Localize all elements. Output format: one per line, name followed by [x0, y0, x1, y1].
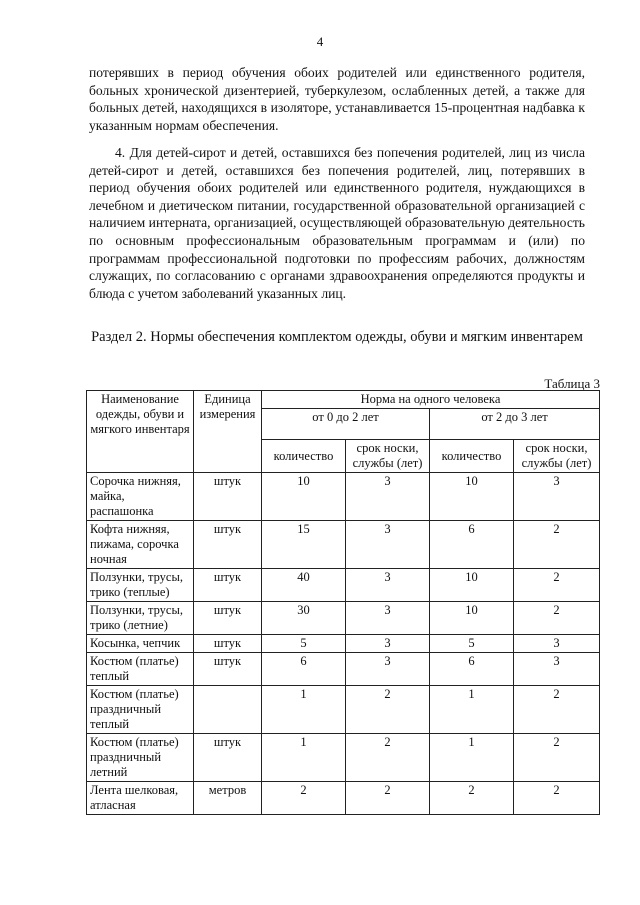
- wear-period-0-2: 2: [346, 686, 430, 734]
- wear-period-0-2: 3: [346, 521, 430, 569]
- table-row: [87, 602, 600, 635]
- quantity-2-3: 5: [430, 635, 514, 653]
- wear-period-2-3: 2: [514, 686, 600, 734]
- header-unit: Единица измерения: [194, 391, 262, 473]
- item-name: Ползунки, трусы, трико (летние): [87, 602, 194, 635]
- wear-period-0-2: 3: [346, 473, 430, 521]
- wear-period-2-3: 3: [514, 653, 600, 686]
- quantity-2-3: 6: [430, 521, 514, 569]
- table-row: [87, 473, 600, 521]
- wear-period-2-3: 2: [514, 734, 600, 782]
- quantity-0-2: 15: [262, 521, 346, 569]
- item-name: Костюм (платье) теплый: [87, 653, 194, 686]
- paragraph-item-4: 4. Для детей-сирот и детей, оставшихся без попечения родителей, лиц из числа детей-сирот и детей, оставшихся без попечения родителей, лиц, потерявших в период обучения обоих родителей или единственного родителя, нуждающихся в лечебном и диетическом питании, государственной образовательной организацией с наличием интерната, организацией, осуществляющей образовательную деятельность по основным профессиональным образовательным программам и (или) по программам профессиональной подготовки по профессиям рабочих, должностям служащих, по согласованию с органами здравоохранения определяются продукты и блюда с учетом заболеваний указанных лиц.: [89, 145, 585, 301]
- quantity-0-2: 6: [262, 653, 346, 686]
- quantity-0-2: 40: [262, 569, 346, 602]
- item-unit: метров: [194, 782, 262, 815]
- quantity-0-2: 1: [262, 686, 346, 734]
- table-row: [87, 569, 600, 602]
- item-unit: штук: [194, 635, 262, 653]
- header-age-group-2: от 2 до 3 лет: [430, 409, 600, 440]
- quantity-2-3: 6: [430, 653, 514, 686]
- wear-period-2-3: 2: [514, 602, 600, 635]
- item-unit: штук: [194, 521, 262, 569]
- header-quantity-2: количество: [430, 440, 514, 473]
- header-quantity-1: количество: [262, 440, 346, 473]
- quantity-0-2: 2: [262, 782, 346, 815]
- table-label: Таблица 3: [544, 376, 600, 391]
- quantity-2-3: 1: [430, 734, 514, 782]
- item-name: Кофта нижняя, пижама, сорочка ночная: [87, 521, 194, 569]
- item-unit: штук: [194, 734, 262, 782]
- section-title: Раздел 2. Нормы обеспечения комплектом одежды, обуви и мягким инвентарем: [91, 329, 583, 345]
- item-unit: штук: [194, 473, 262, 521]
- item-unit: [194, 686, 262, 734]
- table-row: [87, 782, 600, 815]
- norms-table: [86, 390, 600, 815]
- quantity-0-2: 30: [262, 602, 346, 635]
- header-norm: Норма на одного человека: [262, 391, 600, 409]
- wear-period-2-3: 2: [514, 782, 600, 815]
- header-wear-period-2: срок носки, службы (лет): [514, 440, 600, 473]
- paragraph-continuation: потерявших в период обучения обоих родителей или единственного родителя, больных хронической дизентерией, туберкулезом, ослабленных детей, а также для больных детей, находящихся в изоляторе, устанавливается 15-процентная надбавка к указанным нормам обеспечения.: [89, 65, 585, 133]
- wear-period-2-3: 2: [514, 521, 600, 569]
- item-unit: штук: [194, 602, 262, 635]
- quantity-2-3: 10: [430, 569, 514, 602]
- wear-period-0-2: 3: [346, 653, 430, 686]
- wear-period-0-2: 2: [346, 782, 430, 815]
- table-row: [87, 686, 600, 734]
- item-unit: штук: [194, 569, 262, 602]
- table-row: [87, 521, 600, 569]
- quantity-0-2: 1: [262, 734, 346, 782]
- quantity-2-3: 10: [430, 473, 514, 521]
- quantity-0-2: 5: [262, 635, 346, 653]
- item-name: Лента шелковая, атласная: [87, 782, 194, 815]
- wear-period-2-3: 2: [514, 569, 600, 602]
- quantity-2-3: 10: [430, 602, 514, 635]
- header-name: Наименование одежды, обуви и мягкого инвентаря: [87, 391, 194, 473]
- header-wear-period-1: срок носки, службы (лет): [346, 440, 430, 473]
- wear-period-0-2: 3: [346, 635, 430, 653]
- item-name: Костюм (платье) праздничный теплый: [87, 686, 194, 734]
- item-name: Костюм (платье) праздничный летний: [87, 734, 194, 782]
- page-number: 4: [316, 34, 324, 49]
- header-age-group-1: от 0 до 2 лет: [262, 409, 430, 440]
- wear-period-0-2: 2: [346, 734, 430, 782]
- quantity-2-3: 1: [430, 686, 514, 734]
- quantity-0-2: 10: [262, 473, 346, 521]
- item-name: Сорочка нижняя, майка, распашонка: [87, 473, 194, 521]
- quantity-2-3: 2: [430, 782, 514, 815]
- item-name: Ползунки, трусы, трико (теплые): [87, 569, 194, 602]
- wear-period-0-2: 3: [346, 602, 430, 635]
- table-row: [87, 653, 600, 686]
- item-unit: штук: [194, 653, 262, 686]
- item-name: Косынка, чепчик: [87, 635, 194, 653]
- wear-period-2-3: 3: [514, 635, 600, 653]
- wear-period-0-2: 3: [346, 569, 430, 602]
- wear-period-2-3: 3: [514, 473, 600, 521]
- table-row: [87, 635, 600, 653]
- table-row: [87, 734, 600, 782]
